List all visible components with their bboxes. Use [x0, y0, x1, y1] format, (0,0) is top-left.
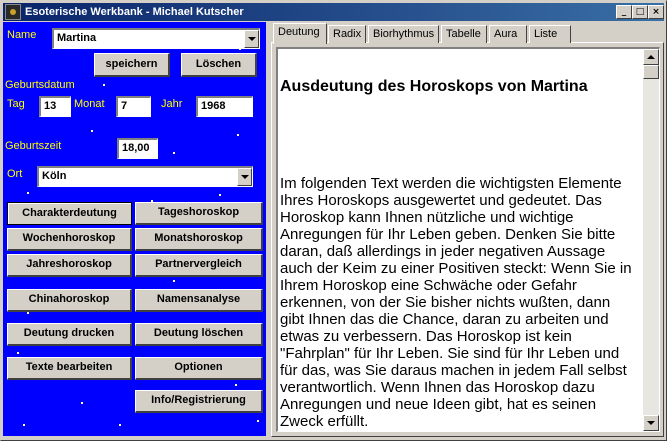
tab-aura[interactable]: Aura	[489, 25, 527, 43]
edit-texts-button[interactable]: Texte bearbeiten	[7, 357, 132, 380]
tageshoroskop-button[interactable]: Tageshoroskop	[135, 202, 263, 225]
close-button[interactable]: ×	[648, 5, 664, 19]
name-label: Name	[7, 29, 37, 41]
jahreshoroskop-button[interactable]: Jahreshoroskop	[7, 254, 132, 277]
tab-radix[interactable]: Radix	[328, 25, 366, 43]
month-label: Monat	[74, 98, 105, 110]
print-interpretation-button[interactable]: Deutung drucken	[7, 323, 132, 346]
name-value: Martina	[57, 32, 97, 44]
document-body: Im folgenden Text werden die wichtigsten Elemente Ihres Horoskops ausgewertet und gedeutet. Das Horoskop kann Ihnen nützliche und wichtige Anregungen für Ihr Leben geben. Denken Sie bitte daran, daß allerdings in jeder negativen Aussage auch der Keim zu einer Positiven steckt: Wenn Sie in Ihrem Horoskop eine Schwäche oder Gefahr erkennen, von der Sie bisher nichts wußten, dann gibt Ihnen das die Chance, daran zu arbeiten und etwas zu verbessern. Das Horoskop ist kein "Fahrplan" für Ihr Leben. Sie sind für Ihr Leben und für das, was Sie daraus machen in jedem Fall selbst verantwortlich. Wenn Ihnen das Horoskop dazu Anregungen und neue Ideen gibt, hat es seinen Zweck erfüllt.	[280, 175, 632, 430]
tab-deutung[interactable]: Deutung	[273, 23, 327, 44]
chevron-down-icon[interactable]	[237, 168, 252, 186]
charakterdeutung-button[interactable]: Charakterdeutung	[7, 202, 132, 225]
month-input[interactable]: 7	[116, 96, 151, 117]
tab-tabelle[interactable]: Tabelle	[441, 25, 487, 43]
scroll-down-icon[interactable]	[643, 415, 659, 431]
day-label: Tag	[7, 98, 25, 110]
vertical-scrollbar[interactable]	[643, 49, 659, 431]
year-input[interactable]: 1968	[196, 96, 253, 117]
delete-interpretation-button[interactable]: Deutung löschen	[135, 323, 263, 346]
year-label: Jahr	[161, 98, 183, 110]
place-value: Köln	[42, 170, 67, 182]
partnervergleich-button[interactable]: Partnervergleich	[135, 254, 263, 277]
birthtime-label: Geburtszeit	[5, 140, 62, 152]
document-heading: Ausdeutung des Horoskops von Martina	[280, 78, 588, 95]
chevron-down-icon[interactable]	[244, 30, 259, 48]
star-decoration	[235, 384, 237, 386]
monatshoroskop-button[interactable]: Monatshoroskop	[135, 228, 263, 251]
scroll-up-icon[interactable]	[643, 49, 659, 65]
starfield-panel	[3, 22, 266, 436]
birthdate-label: Geburtsdatum	[5, 79, 75, 91]
birthtime-input[interactable]: 18,00	[117, 138, 158, 159]
delete-button[interactable]: Löschen	[181, 53, 257, 77]
day-input[interactable]: 13	[39, 96, 71, 117]
star-decoration	[237, 134, 239, 136]
maximize-button[interactable]: □	[632, 5, 648, 19]
star-decoration	[219, 194, 221, 196]
tab-liste[interactable]: Liste	[529, 25, 571, 43]
star-decoration	[23, 424, 25, 426]
star-decoration	[17, 352, 19, 354]
star-decoration	[173, 280, 175, 282]
place-combobox[interactable]	[37, 166, 253, 187]
namensanalyse-button[interactable]: Namensanalyse	[135, 289, 263, 312]
place-label: Ort	[7, 168, 23, 180]
scroll-thumb[interactable]	[643, 65, 659, 79]
star-decoration	[119, 424, 121, 426]
minimize-button[interactable]: _	[616, 5, 632, 19]
star-decoration	[81, 402, 83, 404]
star-decoration	[173, 152, 175, 154]
window-title: Esoterische Werkbank - Michael Kutscher	[25, 6, 244, 18]
wochenhoroskop-button[interactable]: Wochenhoroskop	[7, 228, 132, 251]
chinahoroskop-button[interactable]: Chinahoroskop	[7, 289, 132, 312]
star-decoration	[91, 130, 93, 132]
info-registration-button[interactable]: Info/Registrierung	[135, 390, 263, 413]
name-combobox[interactable]	[52, 28, 260, 49]
save-button[interactable]: speichern	[94, 53, 170, 77]
star-decoration	[257, 420, 259, 422]
title-bar[interactable]	[3, 3, 664, 21]
star-decoration	[27, 192, 29, 194]
tab-biorhythmus[interactable]: Biorhythmus	[368, 25, 439, 43]
app-icon[interactable]	[5, 4, 21, 20]
star-decoration	[103, 84, 105, 86]
interpretation-textbox[interactable]	[276, 47, 660, 432]
star-decoration	[27, 312, 29, 314]
options-button[interactable]: Optionen	[135, 357, 263, 380]
